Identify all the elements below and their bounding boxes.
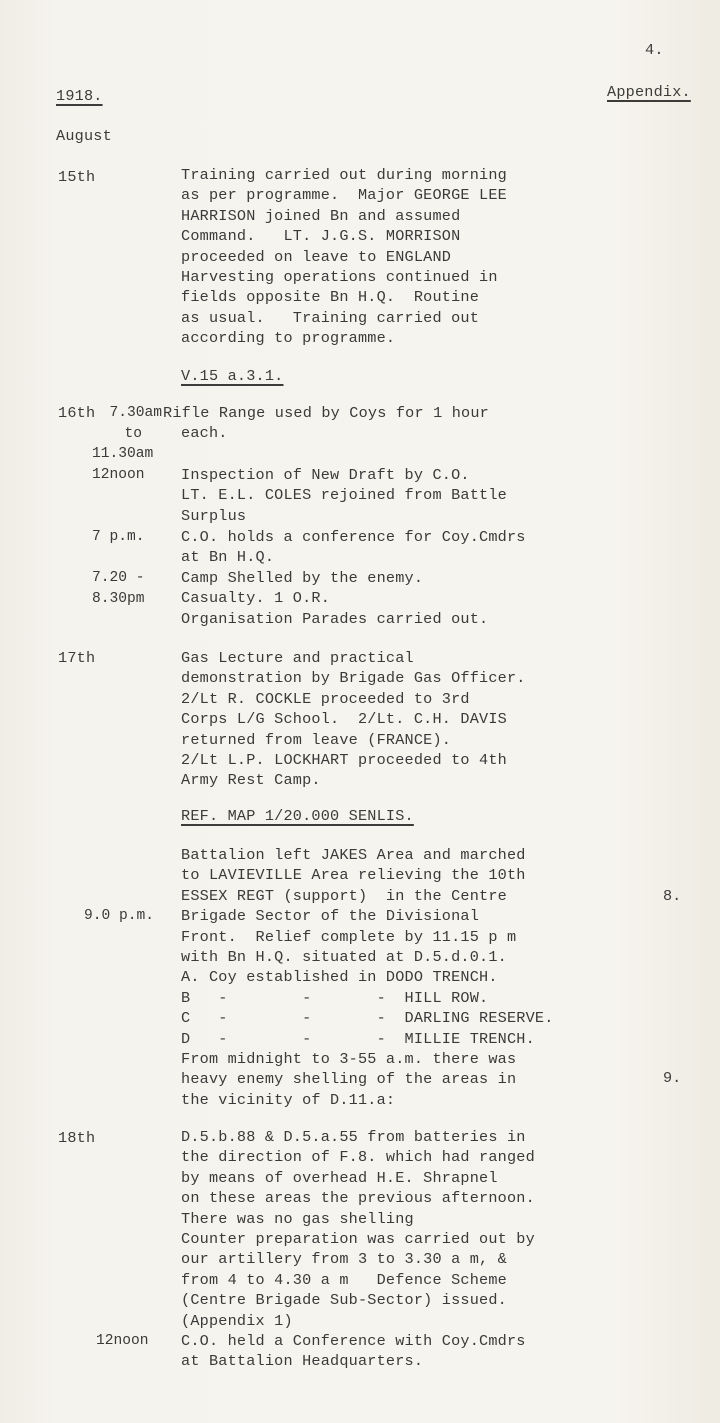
time-12noon: 12noon: [92, 467, 145, 483]
diary-line: the direction of F.8. which had ranged: [181, 1148, 535, 1167]
entry-16th-shelling: [181, 568, 488, 629]
entry-18th-text: [181, 1127, 535, 1331]
diary-line: D.5.b.88 & D.5.a.55 from batteries in: [181, 1128, 526, 1146]
entry-16th-inspection: [181, 465, 507, 526]
diary-line: Camp Shelled by the enemy.: [181, 569, 424, 587]
entry-17th-text: [181, 648, 526, 791]
time-7pm: 7 p.m.: [92, 529, 145, 545]
diary-line: returned from leave (FRANCE).: [181, 730, 452, 749]
diary-line: Army Rest Camp.: [181, 771, 321, 790]
appendix-ref-8: 8.: [663, 887, 682, 905]
diary-line: proceeded on leave to ENGLAND: [181, 247, 452, 266]
diary-line: Command. LT. J.G.S. MORRISON: [181, 227, 461, 246]
diary-line: LT. E.L. COLES rejoined from Battle: [181, 486, 507, 505]
page-number: 4.: [645, 41, 664, 59]
map-reference-2: REF. MAP 1/20.000 SENLIS.: [181, 807, 414, 825]
diary-line: Inspection of New Draft by C.O.: [181, 466, 470, 484]
entry-date-17th: 17th: [58, 649, 96, 667]
entry-16th-conference: [181, 527, 526, 568]
map-reference-1: V.15 a.3.1.: [181, 367, 284, 385]
diary-line: (Appendix 1): [181, 1311, 293, 1330]
month-heading: August: [56, 127, 112, 145]
diary-line: each.: [181, 424, 228, 443]
time-8-30pm: 8.30pm: [92, 591, 145, 607]
diary-line: to LAVIEVILLE Area relieving the 10th: [181, 866, 526, 885]
time-7-20: 7.20 -: [92, 570, 145, 586]
diary-line: C.O. holds a conference for Coy.Cmdrs: [181, 528, 526, 546]
diary-line: Corps L/G School. 2/Lt. C.H. DAVIS: [181, 710, 507, 729]
diary-line: B - - - HILL ROW.: [181, 988, 489, 1007]
diary-line: From midnight to 3-55 a.m. there was: [181, 1050, 517, 1069]
diary-line: demonstration by Brigade Gas Officer.: [181, 669, 526, 688]
time-7-30am: 7.30am: [109, 405, 162, 421]
entry-15th-text: [181, 165, 507, 349]
diary-line: C - - - DARLING RESERVE.: [181, 1009, 554, 1028]
diary-line: (Centre Brigade Sub-Sector) issued.: [181, 1291, 507, 1310]
diary-line: by means of overhead H.E. Shrapnel: [181, 1168, 498, 1187]
diary-line: Brigade Sector of the Divisional: [181, 907, 480, 926]
appendix-ref-9: 9.: [663, 1069, 682, 1087]
entry-16th-rifle-range: [163, 403, 489, 444]
diary-line: as usual. Training carried out: [181, 308, 480, 327]
diary-line: heavy enemy shelling of the areas in: [181, 1070, 517, 1089]
entry-18th-conference: [181, 1331, 526, 1372]
diary-line: Rifle Range used by Coys for 1 hour: [163, 404, 489, 422]
diary-line: with Bn H.Q. situated at D.5.d.0.1.: [181, 948, 507, 967]
entry-date-15th: 15th: [58, 168, 96, 186]
entry-date-18th: 18th: [58, 1129, 96, 1147]
diary-line: ESSEX REGT (support) in the Centre: [181, 886, 507, 905]
diary-line: Battalion left JAKES Area and marched: [181, 846, 526, 864]
diary-line: on these areas the previous afternoon.: [181, 1189, 535, 1208]
time-12noon-18th: 12noon: [96, 1333, 149, 1349]
diary-line: C.O. held a Conference with Coy.Cmdrs: [181, 1332, 526, 1350]
diary-line: 2/Lt R. COCKLE proceeded to 3rd: [181, 689, 470, 708]
diary-line: Surplus: [181, 506, 247, 525]
year-heading: 1918.: [56, 87, 103, 105]
relief-text: [181, 845, 554, 1110]
diary-line: the vicinity of D.11.a:: [181, 1090, 396, 1109]
diary-line: D - - - MILLIE TRENCH.: [181, 1029, 535, 1048]
time-to: to: [124, 426, 142, 442]
diary-line: at Battalion Headquarters.: [181, 1352, 424, 1371]
diary-line: A. Coy established in DODO TRENCH.: [181, 968, 498, 987]
time-11-30am: 11.30am: [92, 446, 154, 462]
diary-line: at Bn H.Q.: [181, 548, 275, 567]
diary-line: There was no gas shelling: [181, 1209, 414, 1228]
diary-line: HARRISON joined Bn and assumed: [181, 206, 461, 225]
diary-line: Casualty. 1 O.R.: [181, 589, 331, 608]
time-9pm: 9.0 p.m.: [84, 908, 155, 924]
diary-line: according to programme.: [181, 329, 396, 348]
entry-date-16th: 16th: [58, 404, 96, 422]
diary-line: our artillery from 3 to 3.30 a m, &: [181, 1250, 507, 1269]
diary-line: fields opposite Bn H.Q. Routine: [181, 288, 480, 307]
diary-line: 2/Lt L.P. LOCKHART proceeded to 4th: [181, 751, 507, 770]
diary-line: Counter preparation was carried out by: [181, 1230, 535, 1249]
diary-line: Gas Lecture and practical: [181, 649, 414, 667]
diary-line: Organisation Parades carried out.: [181, 609, 489, 628]
diary-line: from 4 to 4.30 a m Defence Scheme: [181, 1270, 507, 1289]
diary-line: Training carried out during morning: [181, 166, 507, 184]
diary-line: as per programme. Major GEORGE LEE: [181, 186, 507, 205]
diary-line: Harvesting operations continued in: [181, 268, 498, 287]
appendix-column-heading: Appendix.: [607, 83, 691, 101]
diary-line: Front. Relief complete by 11.15 p m: [181, 927, 517, 946]
